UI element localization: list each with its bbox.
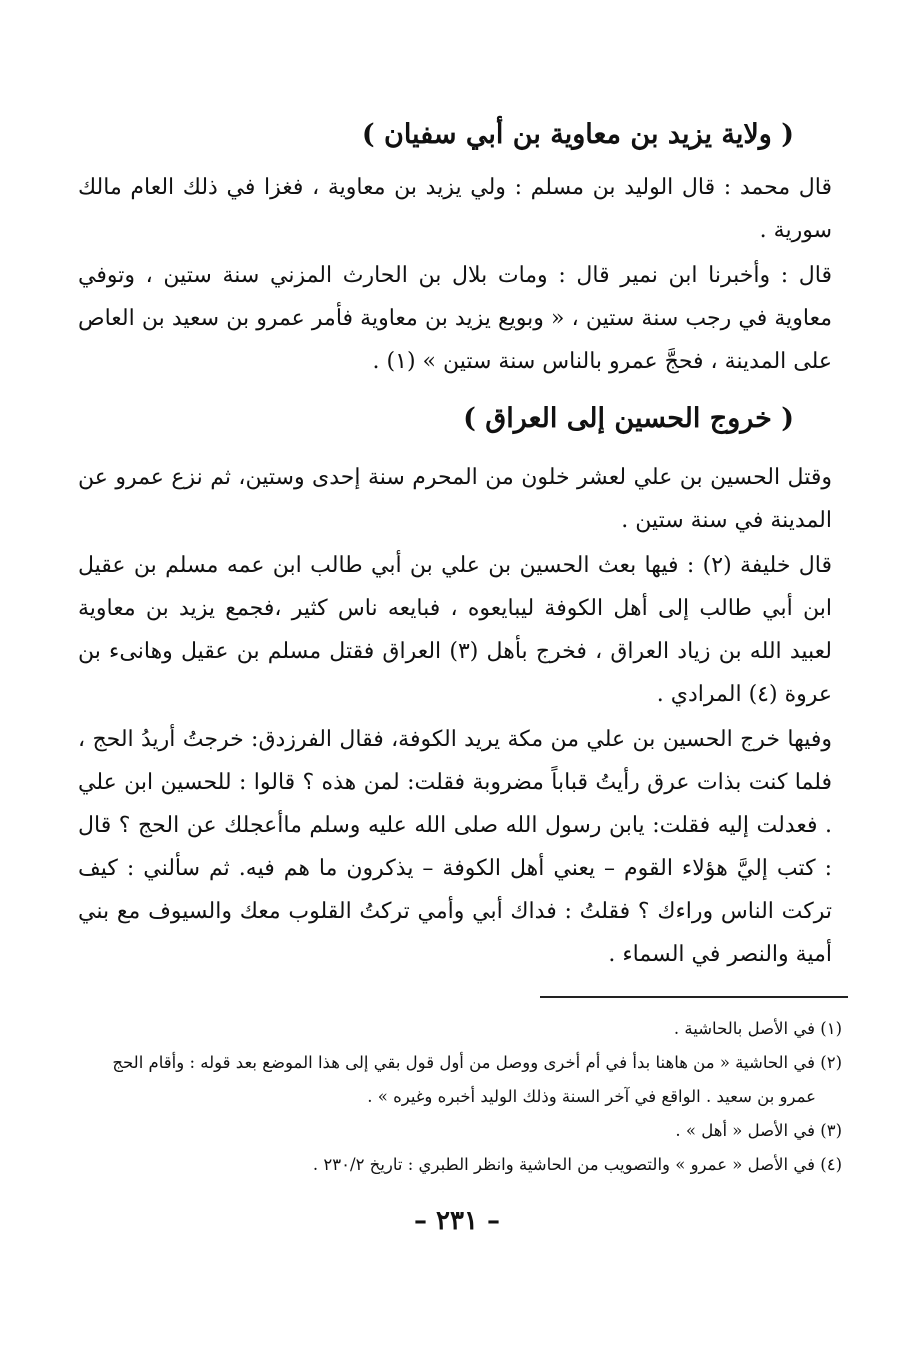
footnotes	[78, 1012, 842, 1182]
paragraph-4: قال خليفة (٢) : فيها بعث الحسين بن علي بن أبي طالب ابن عمه مسلم بن عقيل ابن أبي طالب إلى أهل الكوفة ليبايعوه ، فبايعه ناس كثير ،فجمع يزيد بن معاوية لعبيد الله بن زياد العراق ، فخرج بأهل (٣) العراق فقتل مسلم بن عقيل وهانىء بن عروة (٤) المرادي .	[78, 553, 832, 707]
paragraph-5: وفيها خرج الحسين بن علي من مكة يريد الكوفة، فقال الفرزدق: خرجتُ أريدُ الحج ، فلما كنت بذات عرق رأيتُ قباباً مضروبة فقلت: لمن هذه ؟ قالوا : للحسين ابن علي . فعدلت إليه فقلت: يابن رسول الله صلى الله عليه وسلم ماأعجلك عن الحج ؟ قال : كتب إليَّ هؤلاء القوم – يعني أهل الكوفة – يذكرون ما هم فيه. ثم سألني : كيف تركت الناس وراءك ؟ فقلتُ : فداك أبي وأمي تركتُ القلوب معك والسيوف مع بني أمية والنصر في السماء .	[78, 727, 833, 967]
paragraph-1: قال محمد : قال الوليد بن مسلم : ولي يزيد بن معاوية ، فغزا في ذلك العام مالك سورية .	[78, 175, 832, 243]
page-number: – ٢٣١ –	[413, 1206, 501, 1236]
footnote-2: (٢) في الحاشية « من هاهنا بدأ في أم أخرى ووصل من أول قول بقي إلى هذا الموضع بعد قوله : وأقام الحج	[112, 1053, 842, 1072]
footnote-3: (٣) في الأصل « أهل » .	[675, 1121, 842, 1140]
section-heading-1: ( ولاية يزيد بن معاوية بن أبي سفيان )	[361, 119, 794, 150]
paragraph-3: وقتل الحسين بن علي لعشر خلون من المحرم سنة إحدى وستين، ثم نزع عمرو عن المدينة في سنة ستين .	[78, 465, 832, 533]
footnote-1: (١) في الأصل بالحاشية .	[673, 1019, 842, 1038]
footnote-2-continuation: عمرو بن سعيد . الواقع في آخر السنة وذلك الوليد أخبره وغيره » .	[367, 1087, 816, 1106]
footnote-4: (٤) في الأصل « عمرو » والتصويب من الحاشية وانظر الطبري : تاريخ ٢٣٠/٢ .	[312, 1155, 842, 1174]
paragraph-2: قال : وأخبرنا ابن نمير قال : ومات بلال بن الحارث المزني سنة ستين ، وتوفي معاوية في رجب سنة ستين ، « وبويع يزيد بن معاوية فأمر عمرو بن سعيد بن العاص على المدينة ، فحجَّ عمرو بالناس سنة ستين » (١) .	[78, 263, 832, 374]
section-heading-2: ( خروج الحسين إلى العراق )	[463, 403, 794, 434]
footnote-separator	[540, 996, 848, 998]
